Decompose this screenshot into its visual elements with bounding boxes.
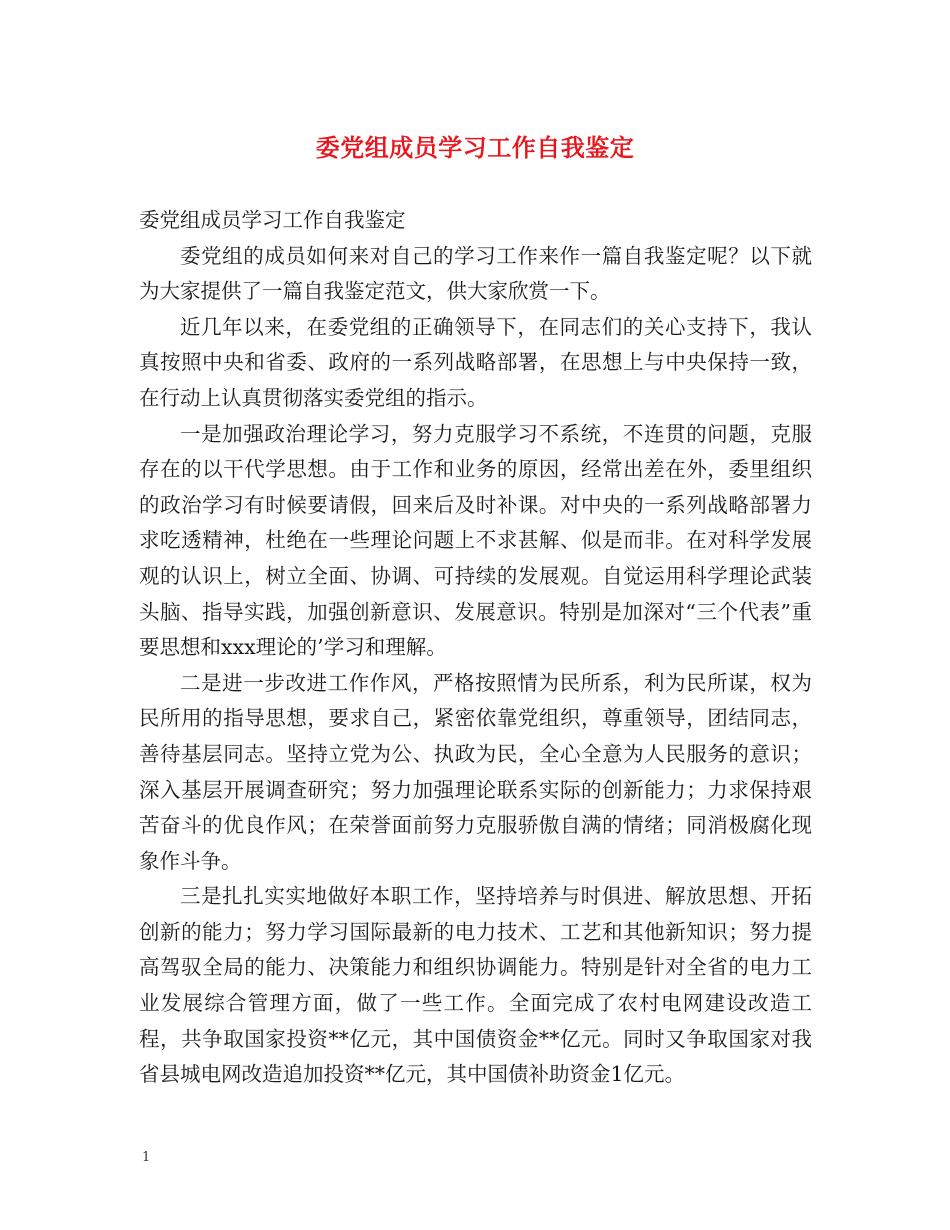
document-subtitle: 委党组成员学习工作自我鉴定 xyxy=(139,208,406,232)
paragraph-point-three: 三是扎扎实实地做好本职工作，坚持培养与时俱进、解放思想、开拓创新的能力；努力学习国际最新的电力技术、工艺和其他新知识；努力提高驾驭全局的能力、决策能力和组织协调能力。特别是针对全省的电力工业发展综合管理方面，做了一些工作。全面完成了农村电网建设改造工程，共争取国家投资**亿元，其中国债资金**亿元。同时又争取国家对我省县城电网改造追加投资**亿元，其中国债补助资金1亿元。 xyxy=(139,884,812,1087)
paragraph-point-one: 一是加强政治理论学习，努力克服学习不系统，不连贯的问题，克服存在的以干代学思想。由于工作和业务的原因，经常出差在外，委里组织的政治学习有时候要请假，回来后及时补课。对中央的一系列战略部署力求吃透精神，杜绝在一些理论问题上不求甚解、似是而非。在对科学发展观的认识上，树立全面、协调、可持续的发展观。自觉运用科学理论武装头脑、指导实践，加强创新意识、发展意识。特别是加深对“三个代表”重要思想和xxx理论的’学习和理解。 xyxy=(139,421,812,660)
paragraph-intro: 委党组的成员如何来对自己的学习工作来作一篇自我鉴定呢？以下就为大家提供了一篇自我鉴定范文，供大家欣赏一下。 xyxy=(139,243,812,304)
paragraph-overview: 近几年以来，在委党组的正确领导下，在同志们的关心支持下，我认真按照中央和省委、政府的一系列战略部署，在思想上与中央保持一致，在行动上认真贯彻落实委党组的指示。 xyxy=(139,314,812,410)
paragraph-point-two: 二是进一步改进工作作风，严格按照情为民所系，利为民所谋，权为民所用的指导思想，要求自己，紧密依靠党组织，尊重领导，团结同志，善待基层同志。坚持立党为公、执政为民，全心全意为人民服务的意识；深入基层开展调查研究；努力加强理论联系实际的创新能力；力求保持艰苦奋斗的优良作风；在荣誉面前努力克服骄傲自满的情绪；同消极腐化现象作斗争。 xyxy=(139,670,812,873)
document-title: 委党组成员学习工作自我鉴定 xyxy=(315,133,635,162)
document-body xyxy=(139,203,812,1093)
page-number: 1 xyxy=(142,1150,151,1165)
